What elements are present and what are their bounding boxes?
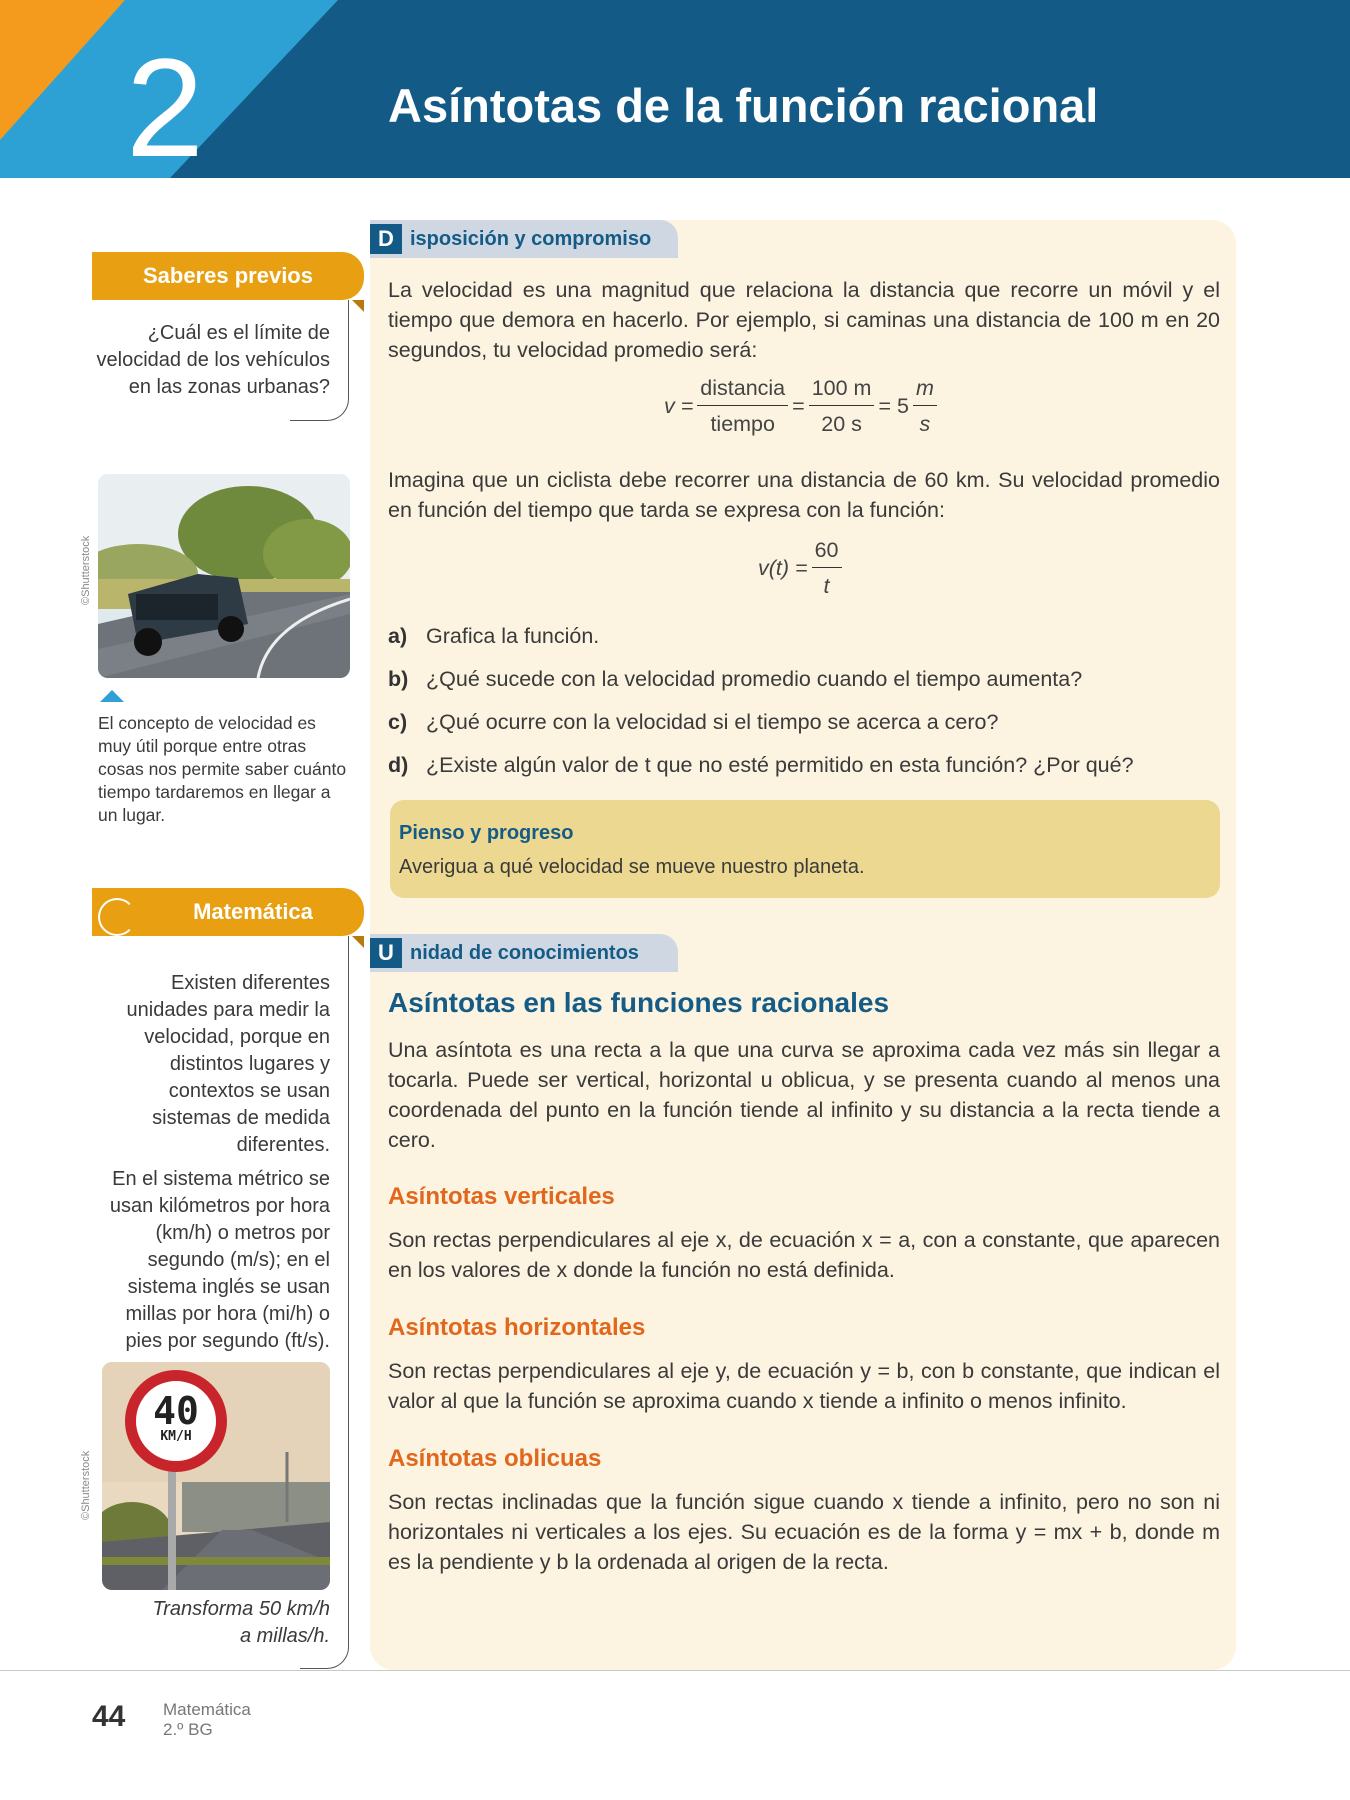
footer-divider	[0, 1670, 1350, 1671]
fraction-numerator: m	[913, 376, 937, 406]
asintotas-heading: Asíntotas en las funciones racionales	[388, 987, 890, 1018]
pienso-text: Averigua a qué velocidad se mueve nuestro planeta.	[399, 856, 865, 878]
sign-caption	[96, 1596, 330, 1650]
connection-icon	[98, 898, 136, 936]
question-letter: a)	[388, 624, 408, 648]
disposicion-tab-letter: D	[370, 224, 402, 254]
page-number: 44	[92, 1700, 126, 1733]
question-item	[388, 621, 1220, 651]
tab-fold	[352, 300, 364, 312]
velocity-formula	[664, 376, 941, 437]
question-text: Grafica la función.	[426, 624, 600, 648]
footer-grade: 2.º BG	[163, 1720, 213, 1739]
unit-number: 2	[126, 29, 204, 186]
disposicion-tab-label: isposición y compromiso	[410, 228, 652, 250]
tab-fold	[352, 936, 364, 948]
pienso-y-progreso-box	[390, 800, 1220, 898]
fraction-units	[913, 376, 937, 437]
question-text: ¿Existe algún valor de t que no esté permitido en esta función? ¿Por qué?	[426, 753, 1134, 777]
speed-limit-sign	[125, 1370, 227, 1472]
disposicion-paragraph-2: Imagina que un ciclista debe recorrer una distancia de 60 km. Su velocidad promedio en función del tiempo que tarda se expresa con la función:	[388, 468, 1220, 522]
fraction-numerator: 100 m	[809, 376, 875, 406]
fraction-denominator: t	[823, 574, 830, 598]
horizontal-text: Son rectas perpendiculares al eje y, de ecuación y = b, con b constante, que indican el valor al que la función se aproxima cuando x tiende a infinito o menos infinito.	[388, 1359, 1220, 1413]
disposicion-paragraph-1: La velocidad es una magnitud que relaciona la distancia que recorre un móvil y el tiempo que demora en hacerlo. Por ejemplo, si caminas una distancia de 100 m en 20 segundos, tu velocidad promedio será:	[388, 278, 1220, 362]
formula-lhs: v =	[664, 394, 694, 418]
question-item	[388, 664, 1220, 694]
page-title: Asíntotas de la función racional	[388, 79, 1099, 132]
oblicua-text: Son rectas inclinadas que la función sigue cuando x tiende a infinito, pero no son ni horizontales ni verticales a los ejes. Su ecuación es de la forma y = mx + b, donde m es la pendiente y b la ordenada al origen de la recta.	[388, 1490, 1220, 1574]
formula-result: = 5	[878, 394, 909, 418]
saberes-previos-tab: Saberes previos	[92, 252, 364, 300]
fraction-numerator: 60	[812, 538, 842, 568]
vertical-heading: Asíntotas verticales	[388, 1183, 615, 1210]
formula-lhs: v(t) =	[758, 556, 808, 580]
matematica-paragraph-1: Existen diferentes unidades para medir la velocidad, porque en distintos lugares y contextos se usan sistemas de medida diferentes.	[126, 972, 330, 1156]
fraction-values	[809, 376, 875, 437]
disposicion-tab	[370, 220, 678, 258]
question-list	[388, 621, 1220, 780]
sign-caption-line-2: a millas/h.	[239, 1625, 330, 1647]
question-item	[388, 750, 1220, 780]
question-item	[388, 707, 1220, 737]
question-letter: d)	[388, 753, 409, 777]
car-photo-caption: El concepto de velocidad es muy útil porque entre otras cosas nos permite saber cuánto tiempo tardaremos en llegar a un lugar.	[98, 713, 347, 825]
formula-equals: =	[792, 394, 805, 418]
fraction-denominator: 20 s	[821, 412, 862, 436]
saberes-question: ¿Cuál es el límite de velocidad de los vehículos en las zonas urbanas?	[96, 322, 330, 398]
question-text: ¿Qué ocurre con la velocidad si el tiempo se acerca a cero?	[426, 710, 999, 734]
matematica-paragraph-2: En el sistema métrico se usan kilómetros por hora (km/h) o metros por segundo (m/s); en el sistema inglés se usan millas por hora (mi/h) o pies por segundo (ft/s).	[109, 1168, 330, 1352]
fraction-denominator: s	[919, 412, 931, 436]
speed-limit-number: 40	[153, 1389, 199, 1433]
question-letter: c)	[388, 710, 408, 734]
matematica-tab-label: Matemática	[193, 899, 313, 924]
fraction-60-t	[812, 538, 842, 599]
question-text: ¿Qué sucede con la velocidad promedio cuando el tiempo aumenta?	[426, 667, 1083, 691]
car-photo	[98, 474, 350, 678]
asintotas-intro: Una asíntota es una recta a la que una curva se aproxima cada vez más sin llegar a tocarla. Puede ser vertical, horizontal u oblicua, y se presenta cuando al menos una coordenada del punto en la función tiende al infinito y su distancia a la recta tiende a cero.	[388, 1038, 1220, 1152]
oblicua-heading: Asíntotas oblicuas	[388, 1445, 602, 1472]
speed-limit-unit: KM/H	[160, 1429, 192, 1444]
fraction-distance-time	[697, 376, 788, 437]
vertical-text: Son rectas perpendiculares al eje x, de ecuación x = a, con a constante, que aparecen en los valores de x donde la función no está definida.	[388, 1228, 1220, 1282]
horizontal-heading: Asíntotas horizontales	[388, 1314, 646, 1341]
sign-photo-credit: ©Shutterstock	[80, 1450, 92, 1520]
unidad-tab-letter: U	[370, 938, 402, 968]
footer-subject	[163, 1700, 251, 1740]
caption-pointer-icon	[100, 690, 124, 702]
sign-caption-line-1: Transforma 50 km/h	[152, 1598, 330, 1620]
car-photo-credit: ©Shutterstock	[80, 535, 92, 605]
pienso-title: Pienso y progreso	[399, 822, 574, 844]
footer-subject-name: Matemática	[163, 1700, 251, 1719]
function-formula	[758, 538, 846, 599]
unidad-tab-label: nidad de conocimientos	[410, 942, 639, 964]
fraction-numerator: distancia	[697, 376, 788, 406]
fraction-denominator: tiempo	[710, 412, 775, 436]
question-letter: b)	[388, 667, 409, 691]
unidad-tab	[370, 934, 678, 972]
